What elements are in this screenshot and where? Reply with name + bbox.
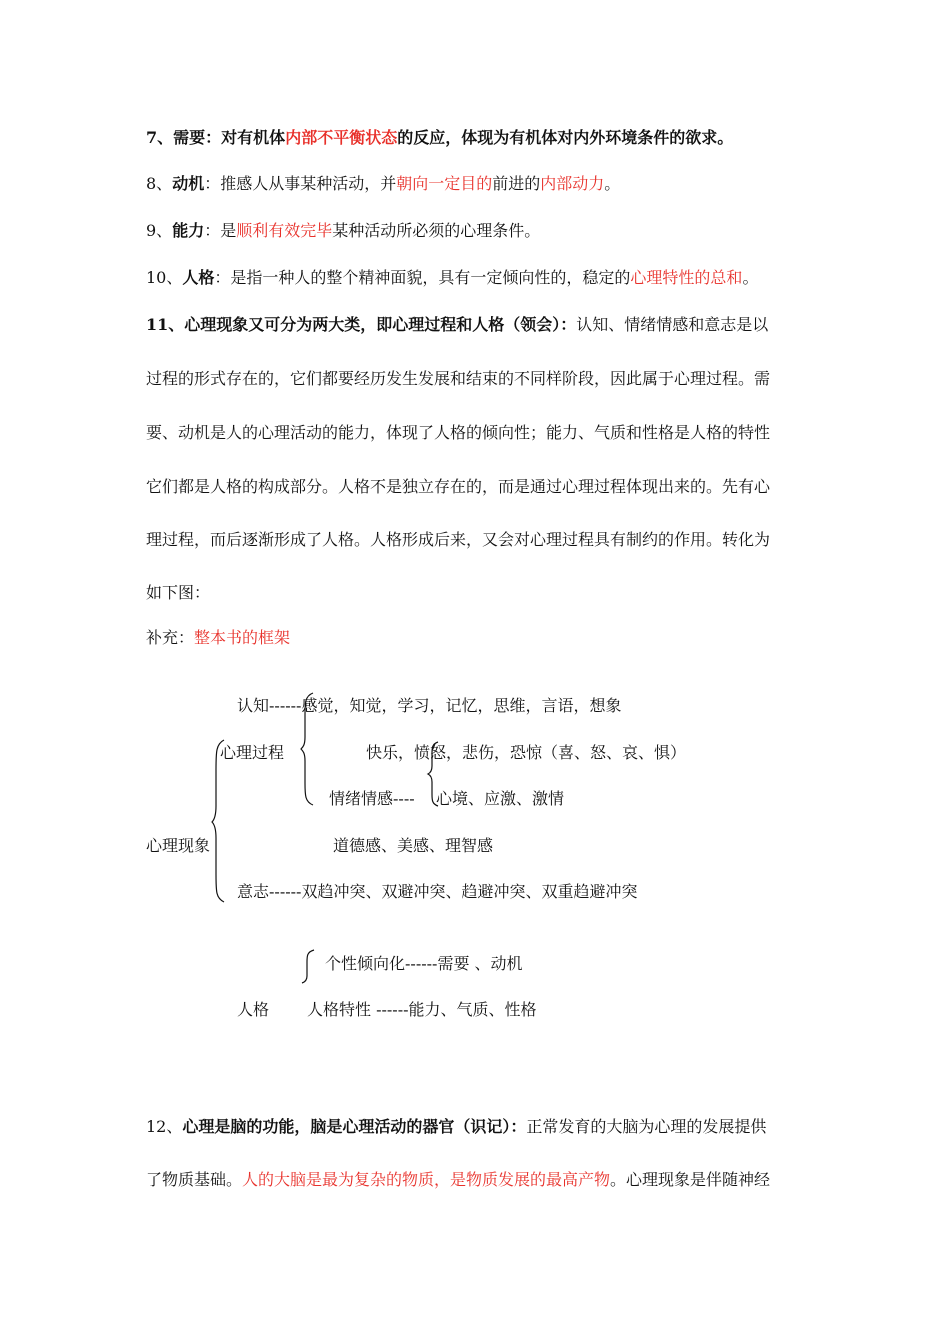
item-number: 7、 [146, 128, 174, 147]
diagram-process-label: 心理过程 [220, 743, 285, 762]
diagram-tendency-label: 个性倾向化------需要 、动机 [325, 954, 523, 973]
paragraph-heading: 心理是脑的功能，脑是心理活动的器官（识记） [182, 1117, 511, 1136]
item-number: 9、 [146, 221, 173, 240]
definition-text: 推感人从事某种活动，并 [220, 174, 397, 193]
body-text: 认知、情绪情感和意志是以 [576, 315, 769, 334]
diagram-traits-label: 人格特性 ------能力、气质、性格 [307, 1000, 537, 1019]
term-personality: 人格 [182, 268, 215, 287]
item-number: 8、 [146, 174, 173, 193]
diagram-emotion-label: 情绪情感---- [329, 789, 415, 808]
body-text: 正常发育的大脑为心理的发展提供 [526, 1117, 767, 1136]
diagram-emotions-label: 快乐，愤怒，悲伤，恐惊（喜、怒、哀、惧） [366, 743, 687, 762]
highlight-text: 心理特性的总和 [630, 268, 743, 287]
diagram-feelings-label: 道德感、美感、理智感 [333, 836, 494, 855]
paragraph-11-line-3: 要、动机是人的心理活动的能力，体现了人格的倾向性；能力、气质和性格是人格的特性 [146, 423, 771, 442]
paragraph-11-line-4: 它们都是人格的构成部分。人格不是独立存在的，而是通过心理过程体现出来的。先有心 [146, 477, 771, 496]
paragraph-11-line-5: 理过程，而后逐渐形成了人格。人格形成后来，又会对心理过程具有制约的作用。转化为 [146, 530, 771, 549]
paragraph-10 [146, 268, 758, 288]
highlight-text: 人的大脑是最为复杂的物质，是物质发展的最高产物 [242, 1170, 611, 1189]
paragraph-9 [146, 221, 540, 241]
diagram-will-label: 意志------双趋冲突、双避冲突、趋避冲突、双重趋避冲突 [237, 882, 638, 901]
term-motive: 动机 [172, 174, 205, 193]
paragraph-12-line-1 [146, 1117, 766, 1137]
colon: ： [204, 221, 221, 240]
colon: ： [214, 268, 231, 287]
supplement-line [146, 628, 290, 648]
supplement-highlight: 整本书的框架 [194, 628, 291, 647]
item-number: 12、 [146, 1117, 183, 1136]
colon: ： [510, 1117, 527, 1136]
definition-text: 对有机体 [221, 128, 286, 147]
definition-text: 是指一种人的整个精神面貌，具有一定倾向性的，稳定的 [230, 268, 631, 287]
diagram-cognition-label: 认知------感觉，知觉，学习，记忆，思维，言语，想象 [237, 696, 622, 715]
definition-text: 。 [604, 174, 621, 193]
definition-text: 是 [220, 221, 237, 240]
definition-text: 某种活动所必须的心理条件。 [332, 221, 541, 240]
item-number: 10、 [146, 268, 183, 287]
supplement-label: 补充： [146, 628, 195, 647]
colon: ： [204, 174, 221, 193]
highlight-text: 内部不平衡状态 [285, 128, 398, 147]
root-brace-icon [212, 740, 226, 902]
definition-text: 前进的 [492, 174, 541, 193]
highlight-text: 朝向一定目的 [396, 174, 493, 193]
body-text: 。心理现象是伴随神经 [610, 1170, 771, 1189]
paragraph-7 [146, 128, 733, 148]
colon: ： [560, 315, 577, 334]
term-ability: 能力 [172, 221, 205, 240]
diagram-mood-label: 心境、应激、激情 [436, 789, 565, 808]
paragraph-12-line-2 [146, 1170, 770, 1190]
paragraph-11-line-6: 如下图： [146, 583, 211, 602]
diagram-personality-label: 人格 [237, 1000, 270, 1019]
highlight-text: 内部动力 [540, 174, 605, 193]
diagram-root-label: 心理现象 [146, 836, 211, 855]
colon: ： [205, 128, 222, 147]
definition-text: 的反应，体现为有机体对内外环境条件的欲求。 [397, 128, 734, 147]
paragraph-11-line-2: 过程的形式存在的，它们都要经历发生发展和结束的不同样阶段，因此属于心理过程。需 [146, 369, 771, 388]
definition-text: 。 [742, 268, 759, 287]
paragraph-11-line-1 [146, 315, 768, 335]
body-text: 了物质基础。 [146, 1170, 243, 1189]
term-need: 需要 [173, 128, 206, 147]
paragraph-heading: 11、心理现象又可分为两大类，即心理过程和人格（领会） [146, 315, 561, 334]
paragraph-8 [146, 174, 620, 194]
highlight-text: 顺利有效完毕 [236, 221, 333, 240]
